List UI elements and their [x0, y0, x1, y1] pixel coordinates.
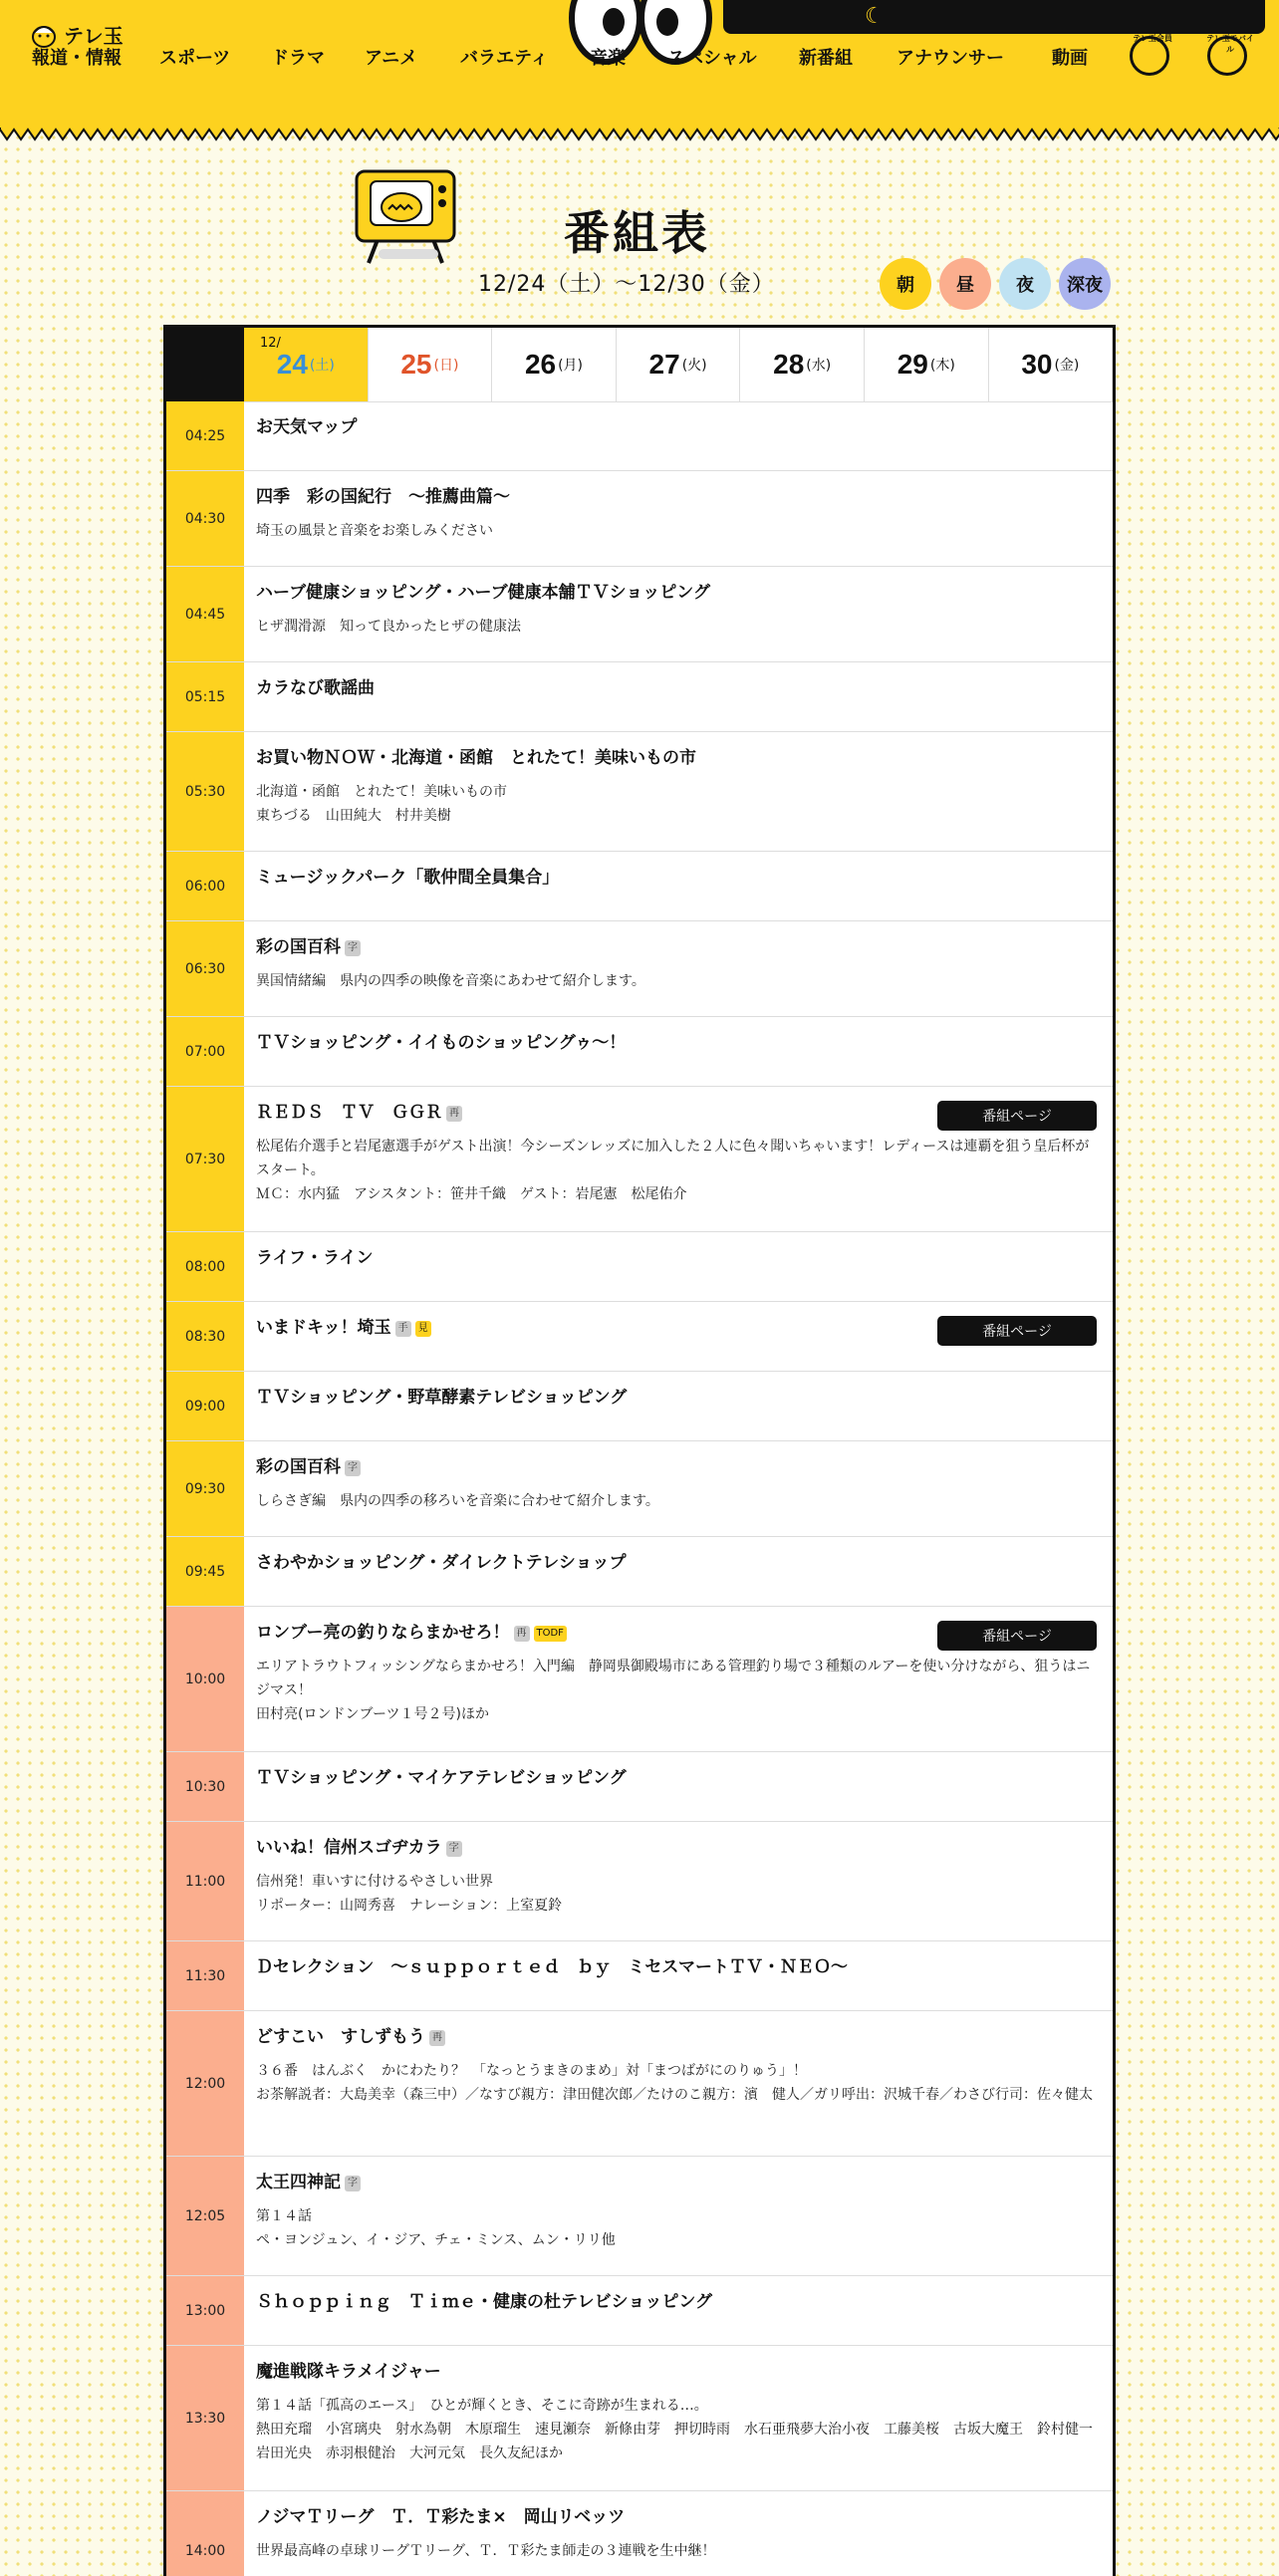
program-row[interactable]: [166, 1822, 1113, 1941]
program-description-line: 信州発！車いすに付けるやさしい世界: [256, 1874, 493, 1890]
page-title: 番組表: [564, 206, 710, 260]
program-badge: 字: [345, 940, 361, 956]
program-title-line: [256, 1955, 1097, 1979]
program-row[interactable]: [166, 2011, 1113, 2157]
program-title-line: [256, 2290, 1097, 2314]
program-content: [256, 1941, 1097, 1979]
program-title: ＴＶショッピング・イイものショッピングゥ～！: [256, 1033, 627, 1053]
program-description-line: 第１４話「孤高のエース」 ひとが輝くとき、そこに奇跡が生まれる…。: [256, 2398, 708, 2414]
nav-sports[interactable]: スポーツ: [159, 48, 231, 69]
program-time: 05:15: [166, 662, 244, 731]
member-circle-button[interactable]: [1130, 34, 1172, 76]
program-page-button[interactable]: 番組ページ: [937, 1621, 1097, 1651]
program-content: [256, 401, 1097, 439]
program-title: いまドキッ！埼玉: [256, 1318, 391, 1338]
program-title-line: [256, 935, 1097, 959]
program-title-line: [256, 866, 1097, 890]
program-description-line: 第１４話: [256, 2208, 312, 2224]
program-title: 太王四神記: [256, 2173, 341, 2192]
nav-special[interactable]: スペシャル: [667, 48, 757, 69]
program-title: どすこい すしずもう: [256, 2027, 425, 2047]
program-description: [256, 1655, 1097, 1726]
day-header: [166, 328, 1113, 402]
program-time: 13:30: [166, 2346, 244, 2490]
day-of-week: (木): [929, 358, 955, 374]
program-title-line: [256, 746, 1097, 770]
program-title-line: [256, 2025, 1097, 2049]
program-badge: 見: [415, 1321, 431, 1337]
day-of-week: (金): [1054, 358, 1080, 374]
program-time: 10:30: [166, 1752, 244, 1821]
nav-announcers[interactable]: アナウンサー: [896, 48, 1004, 69]
program-title: ＴＶショッピング・野草酵素テレビショッピング: [256, 1388, 628, 1408]
day-tab-25[interactable]: [369, 328, 493, 401]
day-tab-29[interactable]: [865, 328, 989, 401]
day-tab-30[interactable]: [989, 328, 1114, 401]
program-title: お天気マップ: [256, 417, 358, 437]
program-row[interactable]: [166, 2346, 1113, 2491]
program-description: [256, 969, 1097, 993]
program-description-line: エリアトラウトフィッシングならまかせろ！入門編 静岡県御殿場市にある管理釣り場で３種類のルアーを使い分けながら、狙うはニジマス！: [256, 1659, 1091, 1698]
mobile-circle-button[interactable]: [1206, 34, 1254, 76]
program-content: [256, 1372, 1097, 1410]
day-of-week: (水): [806, 358, 832, 374]
program-title: ライフ・ライン: [256, 1248, 374, 1268]
program-time: 08:00: [166, 1232, 244, 1301]
program-description: [256, 2059, 1097, 2107]
program-title-line: [256, 2505, 1097, 2529]
late-night-button[interactable]: 深夜: [1059, 258, 1111, 310]
program-row[interactable]: [166, 2157, 1113, 2276]
program-time: 09:45: [166, 1537, 244, 1606]
program-row[interactable]: [166, 1302, 1113, 1372]
program-time: 11:30: [166, 1941, 244, 2010]
program-row[interactable]: [166, 1232, 1113, 1302]
day-number: 26: [524, 349, 557, 380]
program-description-line: ヒザ潤滑源 知って良かったヒザの健康法: [256, 619, 521, 635]
program-description: [256, 2204, 1097, 2252]
program-content: [256, 2011, 1097, 2107]
program-time: 04:30: [166, 471, 244, 566]
program-badge: 字: [345, 2176, 361, 2191]
program-description-line: リポーター：山岡秀喜 ナレーション：上室夏鈴: [256, 1898, 563, 1914]
night-button[interactable]: 夜: [999, 258, 1051, 310]
program-description-line: 異国情緒編 県内の四季の映像を音楽にあわせて紹介します。: [256, 973, 645, 989]
date-range: 12/24（土）〜12/30（金）: [478, 272, 775, 297]
program-title: いいね！信州スゴヂカラ: [256, 1838, 442, 1858]
morning-button[interactable]: 朝: [880, 258, 931, 310]
program-title: ＴＶショッピング・マイケアテレビショッピング: [256, 1768, 627, 1788]
program-row[interactable]: [166, 401, 1113, 471]
program-time: 04:25: [166, 401, 244, 470]
day-tab-27[interactable]: [617, 328, 741, 401]
program-title: ノジマＴリーグ Ｔ．Ｔ彩たま× 岡山リベッツ: [256, 2507, 626, 2527]
search-icon[interactable]: ☾: [865, 4, 885, 29]
site-header: [0, 0, 1279, 129]
program-content: [256, 2491, 1097, 2563]
program-time: 12:00: [166, 2011, 244, 2156]
program-content: [256, 662, 1097, 700]
nav-variety[interactable]: バラエティ: [460, 48, 549, 69]
program-row[interactable]: [166, 1441, 1113, 1537]
program-time: 07:00: [166, 1017, 244, 1086]
program-description: [256, 519, 1097, 543]
program-content: [256, 852, 1097, 890]
program-time: 08:30: [166, 1302, 244, 1371]
program-time: 10:00: [166, 1607, 244, 1751]
program-time: 13:00: [166, 2276, 244, 2345]
program-time: 14:00: [166, 2491, 244, 2576]
mobile-circle-label: テレ玉モバイル: [1206, 34, 1254, 54]
day-tab-24[interactable]: [244, 328, 369, 401]
program-row[interactable]: [166, 1941, 1113, 2011]
program-description-line: 北海道・函館 とれたて！美味いもの市: [256, 784, 507, 800]
program-title: お買い物ＮＯＷ・北海道・函館 とれたて！美味いもの市: [256, 748, 696, 768]
program-title-line: [256, 1031, 1097, 1055]
day-number: 29: [896, 349, 928, 380]
program-title: 彩の国百科: [256, 1457, 341, 1477]
program-content: [256, 2276, 1097, 2314]
day-of-week: (土): [309, 358, 335, 374]
program-row[interactable]: [166, 1017, 1113, 1087]
program-description-line: ペ・ヨンジュン、イ・ジア、チェ・ミンス、ムン・リリ他: [256, 2232, 616, 2248]
program-content: [256, 1441, 1097, 1513]
program-row[interactable]: [166, 2276, 1113, 2346]
program-badge: 再: [429, 2030, 445, 2046]
program-content: [256, 567, 1097, 639]
tv-mascot-icon: [351, 167, 460, 267]
time-of-day-buttons: [880, 258, 1111, 310]
day-number: 28: [773, 349, 805, 380]
program-row[interactable]: [166, 1752, 1113, 1822]
program-description-line: 田村亮(ロンドンブーツ１号２号)ほか: [256, 1706, 489, 1722]
program-row[interactable]: [166, 1537, 1113, 1607]
program-description: [256, 1489, 1097, 1513]
program-title-line: [256, 1386, 1097, 1410]
program-row[interactable]: [166, 732, 1113, 852]
program-badge: TODF: [534, 1626, 567, 1642]
program-time: 11:00: [166, 1822, 244, 1940]
day-tab-28[interactable]: [740, 328, 865, 401]
program-content: [256, 732, 1097, 828]
program-description-line: しらさぎ編 県内の四季の移ろいを音楽に合わせて紹介します。: [256, 1493, 659, 1509]
search-bar[interactable]: [723, 0, 1265, 34]
day-tab-26[interactable]: [492, 328, 617, 401]
program-description: [256, 1870, 1097, 1918]
program-title-line: [256, 1246, 1097, 1270]
program-description: [256, 615, 1097, 639]
program-title: 魔進戦隊キラメイジャー: [256, 2362, 441, 2382]
day-number: 30: [1021, 349, 1053, 380]
program-title-line: [256, 415, 1097, 439]
program-badge: 字: [446, 1841, 462, 1857]
program-time: 09:00: [166, 1372, 244, 1440]
program-title-line: [256, 2360, 1097, 2384]
nav-anime[interactable]: アニメ: [365, 48, 418, 69]
program-content: [256, 1087, 1097, 1206]
program-description-line: 東ちづる 山田純大 村井美樹: [256, 808, 451, 824]
program-badge: 再: [514, 1626, 530, 1642]
program-title: カラなび歌謡曲: [256, 678, 375, 698]
program-description-line: 熱田充瑠 小宮璃央 射水為朝 木原瑠生 速見瀬奈 新條由芽 押切時雨 水石亜飛夢大治小夜 工藤美桜 古坂大魔王 鈴村健一 岩田光央 赤羽根健治 大河元気 長久友紀ほか: [256, 2422, 1107, 2461]
program-content: [256, 921, 1097, 993]
program-title: 四季 彩の国紀行 ～推薦曲篇～: [256, 487, 510, 507]
program-title-line: [256, 676, 1097, 700]
program-title: Ｄセレクション ～ｓｕｐｐｏｒｔｅｄ ｂｙ ミセスマートＴＶ・ＮＥＯ～: [256, 1957, 848, 1977]
program-row[interactable]: [166, 662, 1113, 732]
program-description-line: お茶解説者：大島美幸（森三中）／なすび親方：津田健次郎／たけのこ親方：濱 健人／ガリ呼出：沢城千春／わさび行司：佐々健太: [256, 2087, 1093, 2103]
program-description: [256, 780, 1097, 828]
program-description-line: ３６番 はんぶく かにわたり？ 「なっとうまきのまめ」対「まつばがにのりゅう」！: [256, 2063, 807, 2079]
header-zigzag-edge: [0, 128, 1279, 143]
program-title: ロンブー亮の釣りならまかせろ！: [256, 1623, 510, 1643]
program-description-line: 松尾佑介選手と岩尾憲選手がゲスト出演！今シーズンレッズに加入した２人に色々聞いちゃいます！レディースは連覇を狙う皇后杯がスタート。: [256, 1139, 1090, 1178]
program-row[interactable]: [166, 1607, 1113, 1752]
day-of-week: (日): [433, 358, 459, 374]
program-title: ＲＥＤＳ ＴＶ ＧＧＲ: [256, 1103, 442, 1123]
member-circle-label: テレ玉会員: [1133, 34, 1172, 43]
day-number: 27: [648, 349, 680, 380]
schedule-table: [163, 325, 1116, 2576]
program-time: 04:45: [166, 567, 244, 661]
program-content: [256, 1302, 1097, 1340]
program-title: ハーブ健康ショッピング・ハーブ健康本舗ＴＶショッピング: [256, 583, 710, 603]
program-title: さわやかショッピング・ダイレクトテレショップ: [256, 1553, 627, 1573]
program-row[interactable]: [166, 471, 1113, 567]
program-title-line: [256, 1455, 1097, 1479]
program-content: [256, 1752, 1097, 1790]
day-of-week: (火): [681, 358, 707, 374]
program-row[interactable]: [166, 921, 1113, 1017]
program-description-line: ＭＣ：水内猛 アシスタント：笹井千織 ゲスト：岩尾憲 松尾佑介: [256, 1186, 687, 1202]
program-title-line: [256, 1836, 1097, 1860]
day-number: 24: [276, 349, 308, 380]
program-content: [256, 2346, 1107, 2465]
logo-text: テレ玉: [64, 23, 124, 48]
program-description-line: 埼玉の風景と音楽をお楽しみください: [256, 523, 493, 539]
program-row[interactable]: [166, 567, 1113, 662]
program-title-line: [256, 2171, 1097, 2194]
program-time: 07:30: [166, 1087, 244, 1231]
program-description: [256, 1135, 1097, 1206]
program-time: 05:30: [166, 732, 244, 851]
nav-music[interactable]: 音楽: [590, 48, 626, 69]
program-title: ミュージックパーク「歌仲間全員集合」: [256, 868, 560, 888]
nav-new-programs[interactable]: 新番組: [799, 48, 853, 69]
program-badge: 手: [395, 1321, 411, 1337]
program-badge: 再: [446, 1106, 462, 1122]
day-header-corner: [166, 328, 244, 401]
day-of-week: (月): [558, 358, 584, 374]
program-content: [256, 1822, 1097, 1918]
program-title-line: [256, 1551, 1097, 1575]
program-title-line: [256, 485, 1097, 509]
day-number: 25: [400, 349, 432, 380]
daytime-button[interactable]: 昼: [939, 258, 991, 310]
program-description: [256, 2394, 1107, 2465]
main-nav: [0, 44, 1279, 76]
program-page-button[interactable]: 番組ページ: [937, 1101, 1097, 1131]
program-time: 09:30: [166, 1441, 244, 1536]
program-title: 彩の国百科: [256, 937, 341, 957]
nav-videos[interactable]: 動画: [1052, 48, 1088, 69]
program-content: [256, 1232, 1097, 1270]
program-content: [256, 1017, 1097, 1055]
program-row[interactable]: [166, 1087, 1113, 1232]
program-row[interactable]: [166, 1372, 1113, 1441]
program-description-line: 世界最高峰の卓球リーグＴリーグ、Ｔ．Ｔ彩たま師走の３連戦を生中継！: [256, 2543, 716, 2559]
nav-drama[interactable]: ドラマ: [271, 48, 325, 69]
program-content: [256, 471, 1097, 543]
program-time: 12:05: [166, 2157, 244, 2275]
program-title-line: [256, 1766, 1097, 1790]
nav-news[interactable]: 報道・情報: [32, 48, 122, 69]
program-page-button[interactable]: 番組ページ: [937, 1316, 1097, 1346]
program-row[interactable]: [166, 852, 1113, 921]
program-title-line: [256, 581, 1097, 605]
program-content: [256, 2157, 1097, 2252]
program-description: [256, 2539, 1097, 2563]
program-time: 06:30: [166, 921, 244, 1016]
program-title: Ｓｈｏｐｐｉｎｇ Ｔｉｍｅ・健康の杜テレビショッピング: [256, 2292, 712, 2312]
program-time: 06:00: [166, 852, 244, 920]
program-badge: 字: [345, 1460, 361, 1476]
day-month: 12/: [260, 336, 281, 351]
program-content: [256, 1607, 1097, 1726]
program-row[interactable]: [166, 2491, 1113, 2576]
program-content: [256, 1537, 1097, 1575]
